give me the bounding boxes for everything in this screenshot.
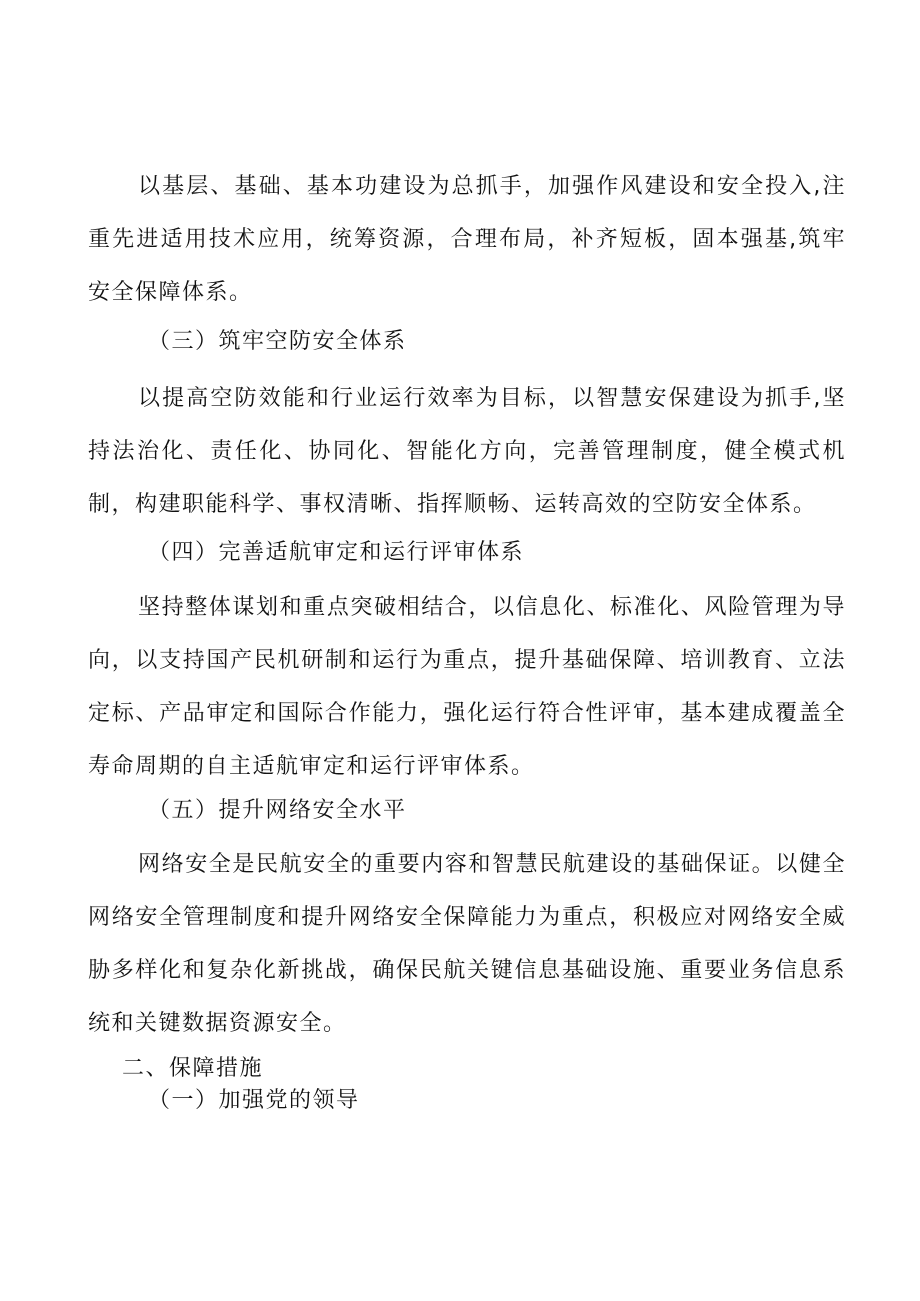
heading-safeguard-measures: 二、保障措施 — [122, 1056, 264, 1081]
heading-strengthen-party-leadership: （一）加强党的领导 — [148, 1088, 360, 1113]
heading-air-defense-security: （三）筑牢空防安全体系 — [148, 329, 407, 354]
paragraph-air-defense-system: 以提高空防效能和行业运行效率为目标，以智慧安保建设为抓手,坚持法治化、责任化、协同化、智能化方向，完善管理制度，健全模式机制，构建职能科学、事权清晰、指挥顺畅、运转高效的空防安全体系。 — [88, 386, 846, 517]
heading-airworthiness-review: （四）完善适航审定和运行评审体系 — [148, 540, 525, 565]
paragraph-network-security: 网络安全是民航安全的重要内容和智慧民航建设的基础保证。以健全网络安全管理制度和提升网络安全保障能力为重点，积极应对网络安全威胁多样化和复杂化新挑战，确保民航关键信息基础设施、重要业务信息系统和关键数据资源安全。 — [88, 852, 846, 1036]
paragraph-airworthiness-system: 坚持整体谋划和重点突破相结合，以信息化、标准化、风险管理为导向，以支持国产民机研制和运行为重点，提升基础保障、培训教育、立法定标、产品审定和国际合作能力，强化运行符合性评审，基本建成覆盖全寿命周期的自主适航审定和运行评审体系。 — [88, 595, 846, 779]
paragraph-infrastructure-foundation: 以基层、基础、基本功建设为总抓手，加强作风建设和安全投入,注重先进适用技术应用，统筹资源，合理布局，补齐短板，固本强基,筑牢安全保障体系。 — [88, 174, 846, 305]
heading-network-security: （五）提升网络安全水平 — [148, 798, 407, 823]
